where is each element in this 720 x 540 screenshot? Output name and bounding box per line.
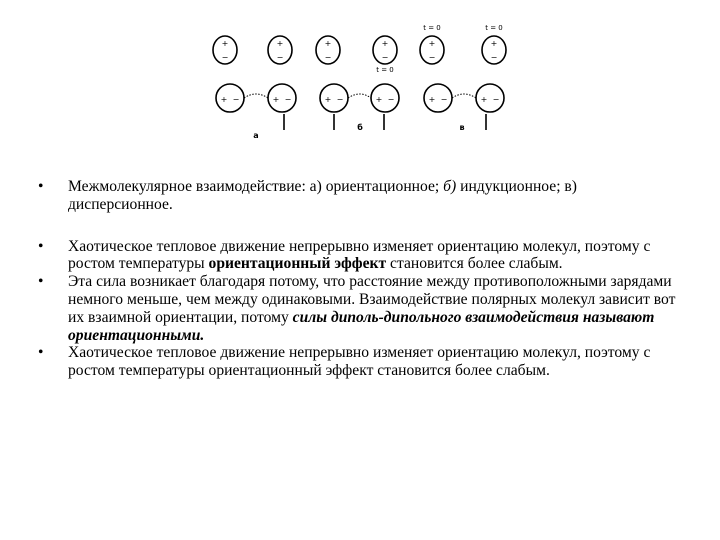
charge: + xyxy=(324,95,332,104)
bullet-2-text: Хаотическое тепловое движение непрерывно изменяет ориентацию молекул, поэтому с ростом температуры xyxy=(68,237,651,273)
bullet-1-italic: б) xyxy=(443,178,457,195)
charge: + xyxy=(480,95,488,104)
charge: − xyxy=(490,53,498,62)
charge: + xyxy=(276,39,284,48)
charge: − xyxy=(336,95,344,104)
bullet-dot: • xyxy=(38,178,44,195)
figure-svg xyxy=(200,20,530,150)
bullet-3-bold-italic: силы диполь-дипольного взаимодействия называют ориентационными. xyxy=(68,308,655,344)
bullet-1-text: Межмолекулярное взаимодействие: а) ориентационное; xyxy=(68,178,444,195)
subfigure-label-v: в xyxy=(459,123,465,132)
time-label-right: t = 0 xyxy=(485,24,503,32)
subfigure-label-b: б xyxy=(357,123,363,132)
charge: + xyxy=(428,95,436,104)
charge: − xyxy=(284,95,292,104)
charge: − xyxy=(492,95,500,104)
bullet-dot: • xyxy=(38,237,44,255)
charge: − xyxy=(387,95,395,104)
bullet-4-text: Хаотическое тепловое движение непрерывно изменяет ориентацию молекул, поэтому с ростом температуры ориентационный эффект становится более слабым. xyxy=(68,344,651,380)
charge: − xyxy=(276,53,284,62)
charge: + xyxy=(490,39,498,48)
charge: − xyxy=(381,53,389,62)
time-label-top: t = 0 xyxy=(423,24,441,32)
charge: − xyxy=(428,53,436,62)
molecular-interaction-figure xyxy=(200,20,530,150)
charge: − xyxy=(324,53,332,62)
bullet-item-1 xyxy=(38,178,678,214)
charge: + xyxy=(324,39,332,48)
bullet-item-4 xyxy=(38,344,678,380)
bullet-2-bold: ориентационный эффект xyxy=(208,255,387,273)
bullet-dot: • xyxy=(38,273,44,291)
bullet-2-tail: становится более слабым. xyxy=(386,255,563,273)
bullet-list xyxy=(38,178,678,380)
charge: + xyxy=(428,39,436,48)
bullet-3-text: Эта сила возникает благодаря потому, что расстояние между противоположными зарядами немного меньше, чем между одинаковыми. Взаимодействие полярных молекул зависит вот их взаимной ориентации, потому xyxy=(68,273,676,326)
time-label-mid: t = 0 xyxy=(376,66,394,74)
charge: − xyxy=(232,95,240,104)
bullet-dot: • xyxy=(38,344,44,362)
charge: + xyxy=(220,95,228,104)
charge: + xyxy=(221,39,229,48)
subfigure-label-a: а xyxy=(253,131,259,140)
charge: + xyxy=(272,95,280,104)
charge: − xyxy=(440,95,448,104)
charge: + xyxy=(381,39,389,48)
bullet-item-3 xyxy=(38,273,678,344)
bullet-1-text-2: индукционное; в) дисперсионное. xyxy=(68,178,577,213)
charge: + xyxy=(375,95,383,104)
charge: − xyxy=(221,53,229,62)
bullet-item-2 xyxy=(38,238,678,274)
